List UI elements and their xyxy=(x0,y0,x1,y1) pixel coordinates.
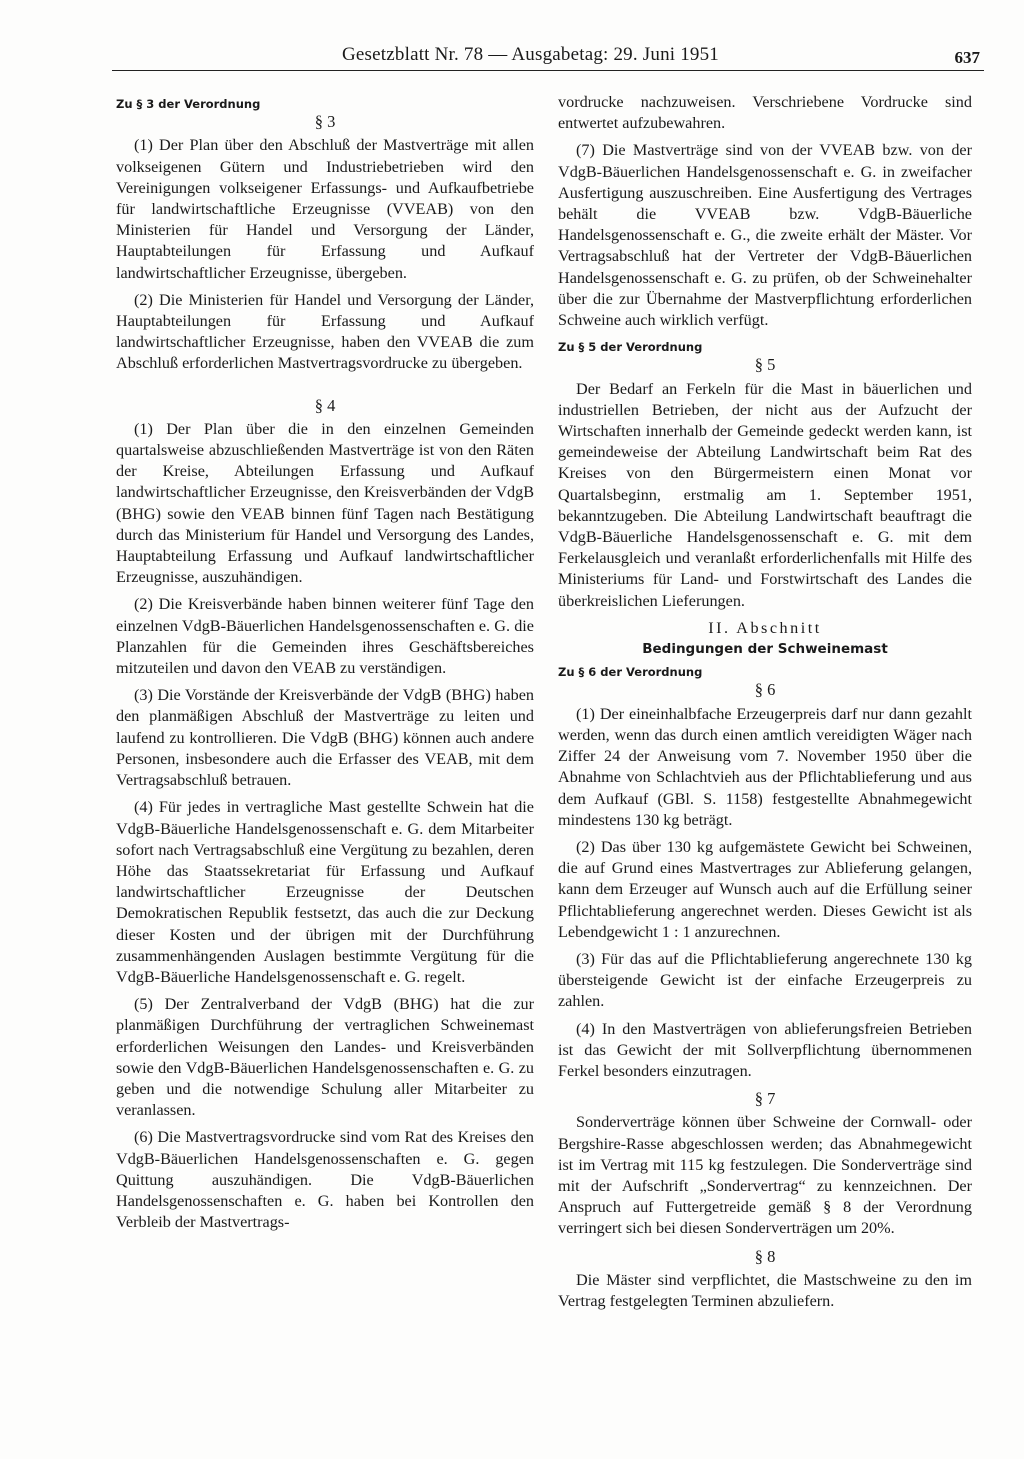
chapter-heading: II. Abschnitt xyxy=(708,618,822,637)
regulation-reference: Zu § 6 der Verordnung xyxy=(558,665,703,680)
page-number: 637 xyxy=(954,48,980,67)
paragraph: (6) Die Mastvertragsvordrucke sind vom Rat des Kreises den VdgB-Bäuerlichen Handelsgenossenschaften e. G. gegen Quittung auszuhändigen. Die VdgB-Bäuerlichen Handelsgenossenschaften e. G. haben bei Kontrollen den Verbleib der Mastvertrags- xyxy=(116,1128,534,1232)
header-title: Gesetzblatt Nr. 78 — Ausgabetag: 29. Juni 1951 xyxy=(342,44,720,65)
section-heading: § 7 xyxy=(754,1089,776,1109)
right-column xyxy=(558,92,972,1318)
left-column xyxy=(116,92,534,1239)
section-heading: § 4 xyxy=(314,395,336,415)
paragraph-continuation: vordrucke nachzuweisen. Verschriebene Vordrucke sind entwertet aufzubewahren. xyxy=(558,93,972,133)
section-heading: § 5 xyxy=(754,355,776,375)
regulation-reference: Zu § 5 der Verordnung xyxy=(558,340,703,355)
paragraph: (1) Der Plan über die in den einzelnen Gemeinden quartalsweise abzuschließenden Mastverträge ist von den Räten der Kreise, Abteilungen Erfassung und Aufkauf landwirtschaftlicher Erzeugnisse, den Kreisverbänden der VdgB (BHG) sowie den VEAB binnen fünf Tagen nach Bestätigung durch das Ministerium für Handel und Versorgung des Landes, Hauptabteilung Erfassung und Aufkauf landwirtschaftlicher Erzeugnisse, auszuhändigen. xyxy=(116,419,534,587)
paragraph: (5) Der Zentralverband der VdgB (BHG) hat die zur planmäßigen Durchführung der vertraglichen Schweinemast erforderlichen Weisungen den Landes- und Kreisverbänden sowie den VdgB-Bäuerlichen Handelsgenossenschaften e. G. zu geben und die notwendige Schulung aller Mitarbeiter zu veranlassen. xyxy=(116,995,534,1120)
paragraph: (1) Der eineinhalbfache Erzeugerpreis darf nur dann gezahlt werden, wenn das durch einen amtlich vereidigten Wäger nach Ziffer 24 der Anweisung vom 7. November 1950 über die Abnahme von Schlachtvieh aus der Pflichtablieferung und aus dem Aufkauf (GBl. S. 1158) festgestellte Abnahmegewicht mindestens 130 kg beträgt. xyxy=(558,704,972,829)
section-heading: § 3 xyxy=(314,112,336,132)
paragraph: Der Bedarf an Ferkeln für die Mast in bäuerlichen und industriellen Betrieben, der nicht aus der Aufzucht der Wirtschaften innerhalb der Gemeinde gedeckt werden kann, ist gemeindeweise der Abteilung Landwirtschaft beim Rat des Kreises von den Bürgermeistern einen Monat vor Quartalsbeginn, erstmalig am 1. September 1951, bekanntzugeben. Die Abteilung Landwirtschaft beauftragt die VdgB-Bäuerliche Handelsgenossenschaft e. G. mit dem Ferkelausgleich und veranlaßt erforderlichenfalls mit Hilfe des Ministeriums für Land- und Forstwirtschaft des Landes die überkreislichen Lieferungen. xyxy=(558,379,972,610)
paragraph: (4) Für jedes in vertragliche Mast gestellte Schwein hat die VdgB-Bäuerliche Handelsgenossenschaft e. G. dem Mitarbeiter sofort nach Vertragsabschluß eine Vergütung zu bezahlen, deren Höhe das Staatssekretariat für Erfassung und Aufkauf landwirtschaftlicher Erzeugnisse der Deutschen Demokratischen Republik festsetzt, das auch die zur Deckung dieser Kosten und der übrigen mit der Durchführung zusammenhängenden Auslagen bestimmte Vergütung für die VdgB-Bäuerliche Handelsgenossenschaft e. G. regelt. xyxy=(116,798,534,986)
paragraph: (3) Die Vorstände der Kreisverbände der VdgB (BHG) haben den planmäßigen Abschluß der Mastverträge zu leiten und laufend zu kontrollieren. Die VdgB (BHG) können auch andere Personen, insbesondere auch die Erfasser des VEAB, mit dem Vertragsabschluß betrauen. xyxy=(116,686,534,790)
paragraph: Die Mäster sind verpflichtet, die Mastschweine zu den im Vertrag festgelegten Terminen abzuliefern. xyxy=(558,1270,972,1310)
section-heading: § 8 xyxy=(754,1246,776,1266)
page-header xyxy=(112,44,984,71)
paragraph: (1) Der Plan über den Abschluß der Mastverträge mit allen volkseigenen Gütern und Industriebetrieben wird den Vereinigungen volkseigener Erfassungs- und Aufkaufbetriebe für landwirtschaftliche Erzeugnisse (VVEAB) von den Ministerien für Handel und Versorgung der Länder, Hauptabteilungen für Erfassung und Aufkauf landwirtschaftlicher Erzeugnisse, übergeben. xyxy=(116,136,534,282)
paragraph: (3) Für das auf die Pflichtablieferung angerechnete 130 kg übersteigende Gewicht ist der einfache Erzeugerpreis zu zahlen. xyxy=(558,949,972,1011)
paragraph: (2) Die Ministerien für Handel und Versorgung der Länder, Hauptabteilungen für Erfassung und Aufkauf landwirtschaftlicher Erzeugnisse, haben den VVEAB die zum Abschluß erforderlichen Mastvertragsvordrucke zu übergeben. xyxy=(116,290,534,373)
paragraph: (2) Die Kreisverbände haben binnen weiterer fünf Tage den einzelnen VdgB-Bäuerlichen Handelsgenossenschaften e. G. die Planzahlen für die Gemeinden ihres Geschäftsbereiches mitzuteilen und davon den VEAB zu verständigen. xyxy=(116,595,534,678)
paragraph: Sonderverträge können über Schweine der Cornwall- oder Bergshire-Rasse abgeschlossen werden; das Abnahmegewicht ist im Vertrag mit 115 kg festzulegen. Die Sonderverträge sind mit der Aufschrift „Sondervertrag“ zu kennzeichnen. Der Anspruch auf Futtergetreide gemäß § 8 der Verordnung verringert sich bei diesen Sonderverträgen um 20%. xyxy=(558,1113,972,1238)
paragraph: (2) Das über 130 kg aufgemästete Gewicht bei Schweinen, die auf Grund eines Mastvertrages zur Ablieferung gelangen, kann dem Erzeuger auf Wunsch auch auf die Erfüllung seiner Pflichtablieferung angerechnet werden. Dieses Gewicht ist als Lebendgewicht 1 : 1 anzurechnen. xyxy=(558,837,972,941)
regulation-reference: Zu § 3 der Verordnung xyxy=(116,97,261,111)
paragraph: (4) In den Mastverträgen von ablieferungsfreien Betrieben ist das Gewicht der mit Sollverpflichtung übernommenen Ferkel besonders einzutragen. xyxy=(558,1019,972,1080)
paragraph: (7) Die Mastverträge sind von der VVEAB bzw. von der VdgB-Bäuerlichen Handelsgenossenschaft e. G. in zweifacher Ausfertigung auszuschreiben. Eine Ausfertigung des Vertrages behält die VVEAB bzw. VdgB-Bäuerliche Handelsgenossenschaft e. G., die zweite erhält der Mäster. Vor Vertragsabschluß hat der Vertreter der VdgB-Bäuerlichen Handelsgenossenschaft e. G. zu prüfen, ob der Schweinehalter über die zur Übernahme der Mastverpflichtung erforderlichen Schweine auch wirklich verfügt. xyxy=(558,141,972,330)
chapter-title: Bedingungen der Schweinemast xyxy=(642,641,888,658)
section-heading: § 6 xyxy=(754,680,776,700)
